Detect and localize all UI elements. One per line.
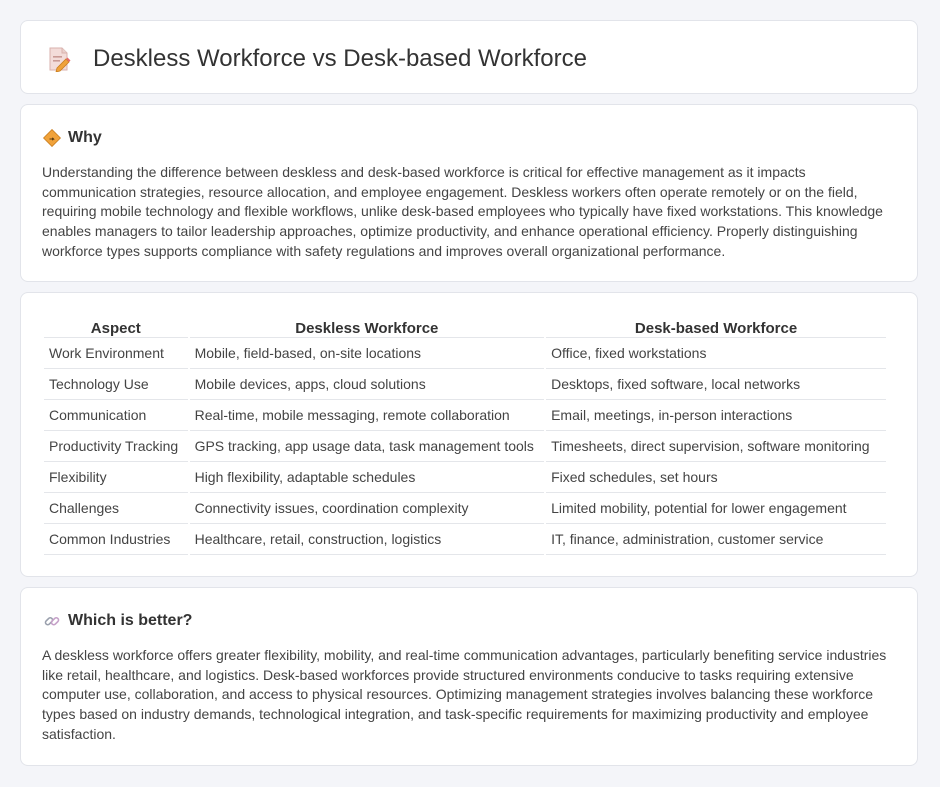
table-row	[44, 400, 886, 431]
diamond-sign-icon	[43, 129, 61, 147]
table-row	[44, 493, 886, 524]
header-card	[20, 20, 918, 94]
why-title: Why	[68, 129, 102, 146]
better-title: Which is better?	[68, 612, 193, 629]
comparison-table-card	[20, 292, 918, 577]
table-header-row	[44, 313, 886, 338]
cell-desk-based: Limited mobility, potential for lower engagement	[546, 493, 886, 524]
better-heading	[43, 610, 192, 632]
document-pencil-icon	[47, 46, 71, 77]
header-desk-based: Desk-based Workforce	[546, 313, 886, 338]
cell-deskless: GPS tracking, app usage data, task management tools	[190, 431, 545, 462]
cell-desk-based: Email, meetings, in-person interactions	[546, 400, 886, 431]
page-title: Deskless Workforce vs Desk-based Workforce	[93, 45, 587, 72]
cell-aspect: Challenges	[44, 493, 188, 524]
cell-desk-based: IT, finance, administration, customer service	[546, 524, 886, 555]
cell-desk-based: Office, fixed workstations	[546, 338, 886, 369]
header-deskless: Deskless Workforce	[190, 313, 545, 338]
why-heading	[43, 127, 102, 149]
cell-aspect: Communication	[44, 400, 188, 431]
cell-deskless: Mobile, field-based, on-site locations	[190, 338, 545, 369]
which-is-better-section	[20, 587, 918, 766]
cell-aspect: Common Industries	[44, 524, 188, 555]
cell-deskless: Mobile devices, apps, cloud solutions	[190, 369, 545, 400]
cell-deskless: Connectivity issues, coordination complexity	[190, 493, 545, 524]
cell-desk-based: Fixed schedules, set hours	[546, 462, 886, 493]
why-text: Understanding the difference between deskless and desk-based workforce is critical for effective management as it impacts communication strategies, resource allocation, and employee engagement. Deskless workers often operate remotely or on the field, requiring mobile technology and flexible workflows, unlike desk-based employees who typically have fixed workstations. This knowledge enables managers to tailor leadership approaches, optimize productivity, and enhance operational efficiency. Properly distinguishing workforce types supports compliance with safety regulations and improves overall organizational performance.	[42, 164, 883, 259]
cell-aspect: Work Environment	[44, 338, 188, 369]
cell-aspect: Productivity Tracking	[44, 431, 188, 462]
cell-deskless: High flexibility, adaptable schedules	[190, 462, 545, 493]
why-section	[20, 104, 918, 282]
cell-aspect: Flexibility	[44, 462, 188, 493]
cell-deskless: Healthcare, retail, construction, logistics	[190, 524, 545, 555]
table-row	[44, 369, 886, 400]
table-row	[44, 338, 886, 369]
better-text: A deskless workforce offers greater flexibility, mobility, and real-time communication advantages, particularly benefiting service industries like retail, healthcare, and logistics. Desk-based workforces provide structured environments conducive to tasks requiring extensive computer use, collaboration, and access to physical resources. Optimizing management strategies involves balancing these workforce types based on industry demands, technological integration, and task-specific requirements for maximizing productivity and employee satisfaction.	[42, 647, 887, 742]
link-icon	[43, 612, 61, 630]
cell-desk-based: Desktops, fixed software, local networks	[546, 369, 886, 400]
cell-desk-based: Timesheets, direct supervision, software monitoring	[546, 431, 886, 462]
table-row	[44, 462, 886, 493]
cell-deskless: Real-time, mobile messaging, remote collaboration	[190, 400, 545, 431]
cell-aspect: Technology Use	[44, 369, 188, 400]
comparison-table	[42, 313, 888, 555]
table-row	[44, 524, 886, 555]
header-aspect: Aspect	[44, 313, 188, 338]
table-row	[44, 431, 886, 462]
